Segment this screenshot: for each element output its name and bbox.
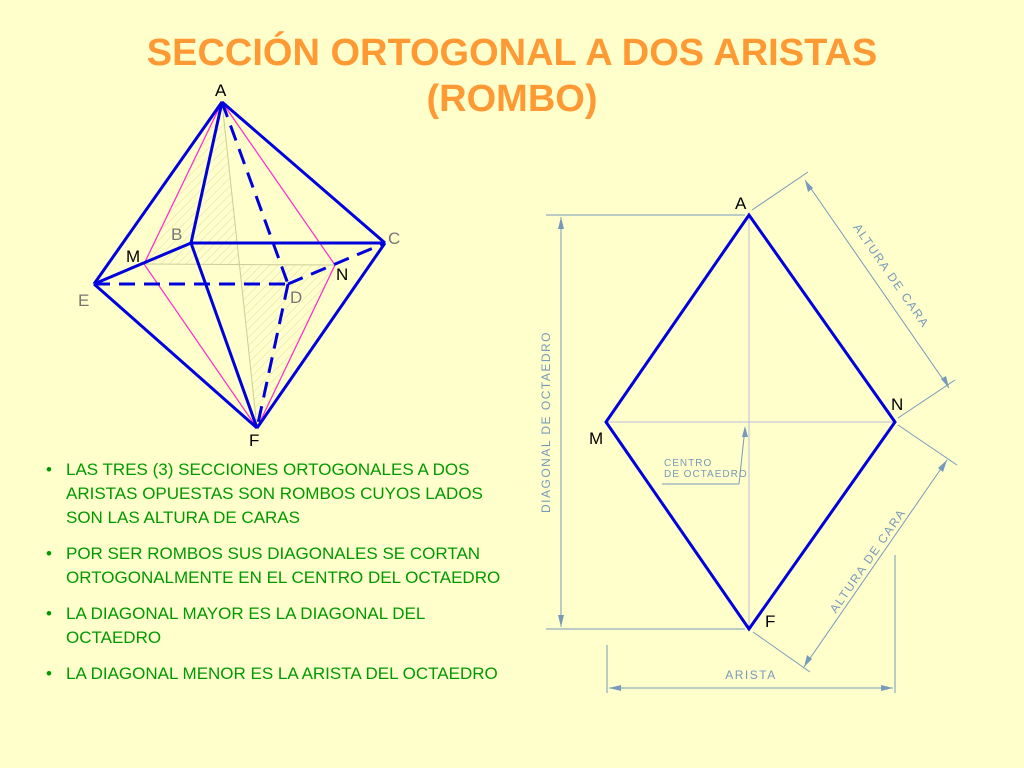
extension-line <box>752 172 808 210</box>
point-label-M: M <box>126 247 141 266</box>
rhombus-label-A: A <box>735 194 747 213</box>
bullet-text: LA DIAGONAL MAYOR ES LA DIAGONAL DEL OCTAEDRO <box>66 604 425 647</box>
extension-line <box>898 425 957 465</box>
title-line-1: SECCIÓN ORTOGONAL A DOS ARISTAS <box>146 32 878 74</box>
bullet-dot-icon: • <box>46 460 52 479</box>
dimension-text-arista: ARISTA <box>725 668 777 682</box>
rhombus-label-N: N <box>891 395 904 414</box>
arrowhead <box>742 426 748 437</box>
centro-label-line1: CENTRO <box>664 458 713 469</box>
bullet-text: LAS TRES (3) SECCIONES ORTOGONALES A DOS ARISTAS OPUESTAS SON ROMBOS CUYOS LADOS SON LAS ALTURA DE CARAS <box>66 460 483 527</box>
arrowhead <box>558 615 564 627</box>
dimension-text-diagonal: DIAGONAL DE OCTAEDRO <box>539 330 553 514</box>
bullet-text: LA DIAGONAL MENOR ES LA ARISTA DEL OCTAEDRO <box>66 664 498 683</box>
bullet-dot-icon: • <box>46 664 52 683</box>
bullet-item <box>44 542 504 590</box>
point-label-N: N <box>336 265 349 284</box>
vertex-label-F: F <box>249 431 260 450</box>
bullet-dot-icon: • <box>46 604 52 623</box>
guide-line <box>144 264 335 265</box>
centro-label-line2: DE OCTAEDRO <box>664 469 748 480</box>
vertex-label-A: A <box>215 81 227 100</box>
bullet-dot-icon: • <box>46 544 52 563</box>
dimension-text-altura-top: ALTURA DE CARA <box>850 220 933 331</box>
bullet-item <box>44 458 504 530</box>
arrowhead <box>609 685 621 691</box>
dimension-line-altura-bottom <box>804 460 947 667</box>
title-line-2: (ROMBO) <box>426 78 598 120</box>
vertex-label-E: E <box>78 291 90 310</box>
rhombus-label-F: F <box>765 612 776 631</box>
rhombus-label-M: M <box>589 429 604 448</box>
dimension-line-altura-top <box>805 180 949 388</box>
bullet-item <box>44 602 504 650</box>
edge-AC <box>222 102 385 243</box>
bullet-list <box>44 458 504 698</box>
arrowhead <box>881 685 893 691</box>
vertex-label-C: C <box>388 229 401 248</box>
bullet-item <box>44 662 504 686</box>
bullet-text: POR SER ROMBOS SUS DIAGONALES SE CORTAN ORTOGONALMENTE EN EL CENTRO DEL OCTAEDRO <box>66 544 501 587</box>
arrowhead <box>558 217 564 229</box>
vertex-label-D: D <box>290 288 303 307</box>
octahedron-figure <box>78 81 400 450</box>
rhombus-figure <box>539 172 957 693</box>
extension-line <box>898 380 955 418</box>
dimension-text-altura-bottom: ALTURA DE CARA <box>826 505 909 616</box>
extension-line <box>753 632 810 672</box>
vertex-label-B: B <box>171 225 183 244</box>
